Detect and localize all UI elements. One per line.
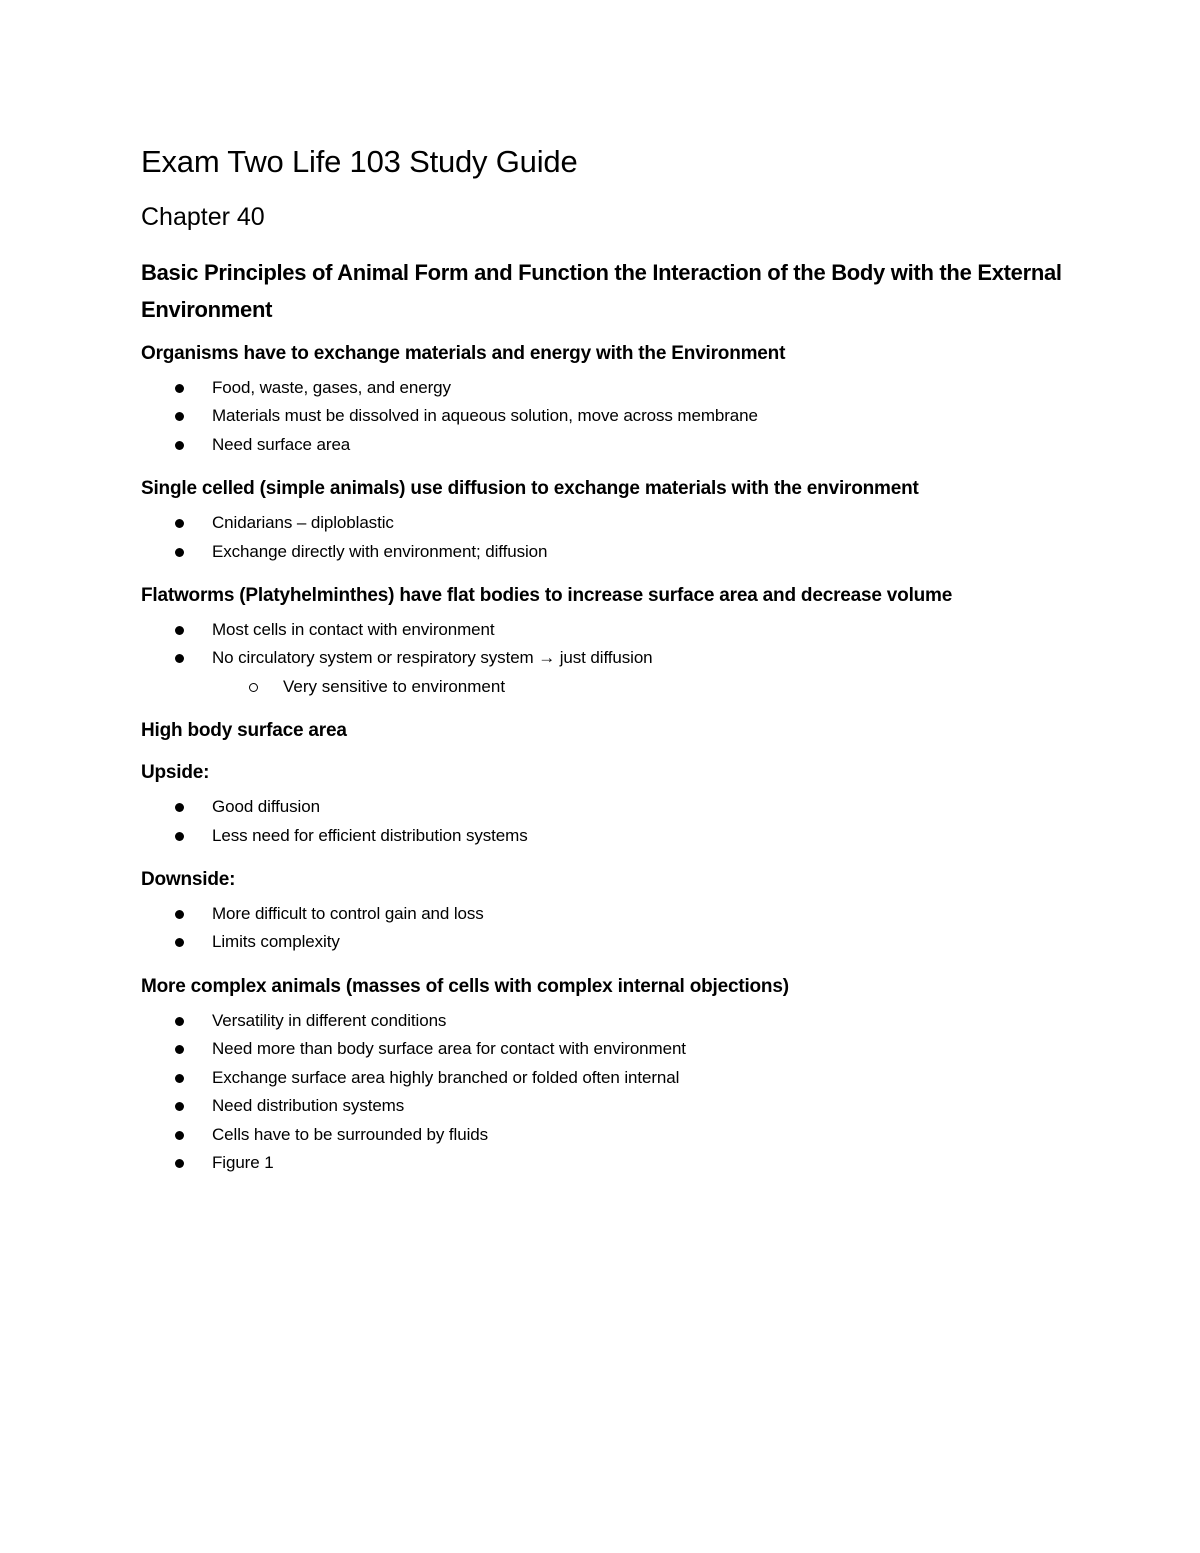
list-item <box>141 374 1071 402</box>
list-item <box>141 1064 1071 1092</box>
bullet-icon <box>175 1131 184 1140</box>
list-item-text: More difficult to control gain and loss <box>212 904 484 924</box>
section-downside <box>141 866 1071 957</box>
section-complex-animals <box>141 973 1071 1177</box>
sub-list-item <box>141 673 1071 701</box>
list-item <box>141 509 1071 537</box>
list-item-text: Limits complexity <box>212 932 340 952</box>
list-item <box>141 900 1071 928</box>
bullet-icon <box>175 548 184 557</box>
bullet-icon <box>175 1045 184 1054</box>
bullet-icon <box>175 412 184 421</box>
list-item-text: Exchange directly with environment; diffusion <box>212 541 548 561</box>
topic-heading: Basic Principles of Animal Form and Function the Interaction of the Body with the External Environment <box>141 260 1062 322</box>
section-heading: High body surface area <box>141 720 347 742</box>
section-high-surface-area <box>141 717 1071 745</box>
bullet-list <box>141 509 1071 566</box>
bullet-list <box>141 616 1071 673</box>
section-exchange-materials <box>141 340 1071 459</box>
list-item <box>141 1121 1071 1149</box>
bullet-icon <box>175 832 184 841</box>
document-page <box>141 140 1071 1193</box>
list-item-text: Versatility in different conditions <box>212 1010 447 1030</box>
list-item-text: Less need for efficient distribution systems <box>212 825 528 845</box>
list-item-text: Cnidarians – diploblastic <box>212 513 394 533</box>
list-item <box>141 431 1071 459</box>
bullet-icon <box>175 938 184 947</box>
list-item <box>141 822 1071 850</box>
bullet-list <box>141 900 1071 957</box>
section-flatworms <box>141 582 1071 701</box>
list-item-text: Food, waste, gases, and energy <box>212 378 451 397</box>
list-item <box>141 644 1071 672</box>
list-item <box>141 616 1071 644</box>
bullet-icon <box>175 803 184 812</box>
list-item-text: Need surface area <box>212 434 351 454</box>
bullet-icon <box>175 626 184 635</box>
list-item <box>141 1007 1071 1035</box>
section-upside <box>141 759 1071 850</box>
list-item <box>141 1149 1071 1177</box>
list-item <box>141 538 1071 566</box>
sub-list-item-text: Very sensitive to environment <box>283 676 506 696</box>
bullet-icon <box>175 1074 184 1083</box>
bullet-icon <box>175 1102 184 1111</box>
bullet-icon <box>175 654 184 663</box>
list-item-text: Materials must be dissolved in aqueous solution, move across membrane <box>212 406 758 426</box>
section-single-celled <box>141 475 1071 566</box>
list-item-text: Figure 1 <box>212 1152 274 1172</box>
bullet-icon <box>175 384 184 393</box>
list-item-text: Need distribution systems <box>212 1096 405 1116</box>
list-item <box>141 1035 1071 1063</box>
list-item-text: Need more than body surface area for contact with environment <box>212 1039 686 1059</box>
bullet-icon <box>175 519 184 528</box>
list-item <box>141 928 1071 956</box>
document-title: Exam Two Life 103 Study Guide <box>141 144 578 179</box>
bullet-icon <box>175 1017 184 1026</box>
bullet-list <box>141 374 1071 459</box>
list-item-text: No circulatory system or respiratory system → just diffusion <box>212 648 653 668</box>
list-item-text: Cells have to be surrounded by fluids <box>212 1124 489 1144</box>
hollow-bullet-icon <box>249 683 258 692</box>
section-heading: Single celled (simple animals) use diffusion to exchange materials with the environment <box>141 478 919 500</box>
sub-bullet-list <box>141 673 1071 701</box>
section-heading: Downside: <box>141 869 236 891</box>
bullet-list <box>141 1007 1071 1177</box>
bullet-list <box>141 793 1071 850</box>
bullet-icon <box>175 441 184 450</box>
section-heading: More complex animals (masses of cells with complex internal objections) <box>141 975 789 997</box>
list-item-text: Good diffusion <box>212 797 320 817</box>
list-item-text: Most cells in contact with environment <box>212 620 495 640</box>
section-heading: Flatworms (Platyhelminthes) have flat bodies to increase surface area and decrease volume <box>141 585 953 607</box>
bullet-icon <box>175 910 184 919</box>
section-heading: Upside: <box>141 762 210 784</box>
chapter-heading: Chapter 40 <box>141 203 265 231</box>
list-item-text: Exchange surface area highly branched or folded often internal <box>212 1067 680 1087</box>
bullet-icon <box>175 1159 184 1168</box>
list-item <box>141 793 1071 821</box>
list-item <box>141 402 1071 430</box>
section-heading: Organisms have to exchange materials and energy with the Environment <box>141 343 786 364</box>
list-item <box>141 1092 1071 1120</box>
